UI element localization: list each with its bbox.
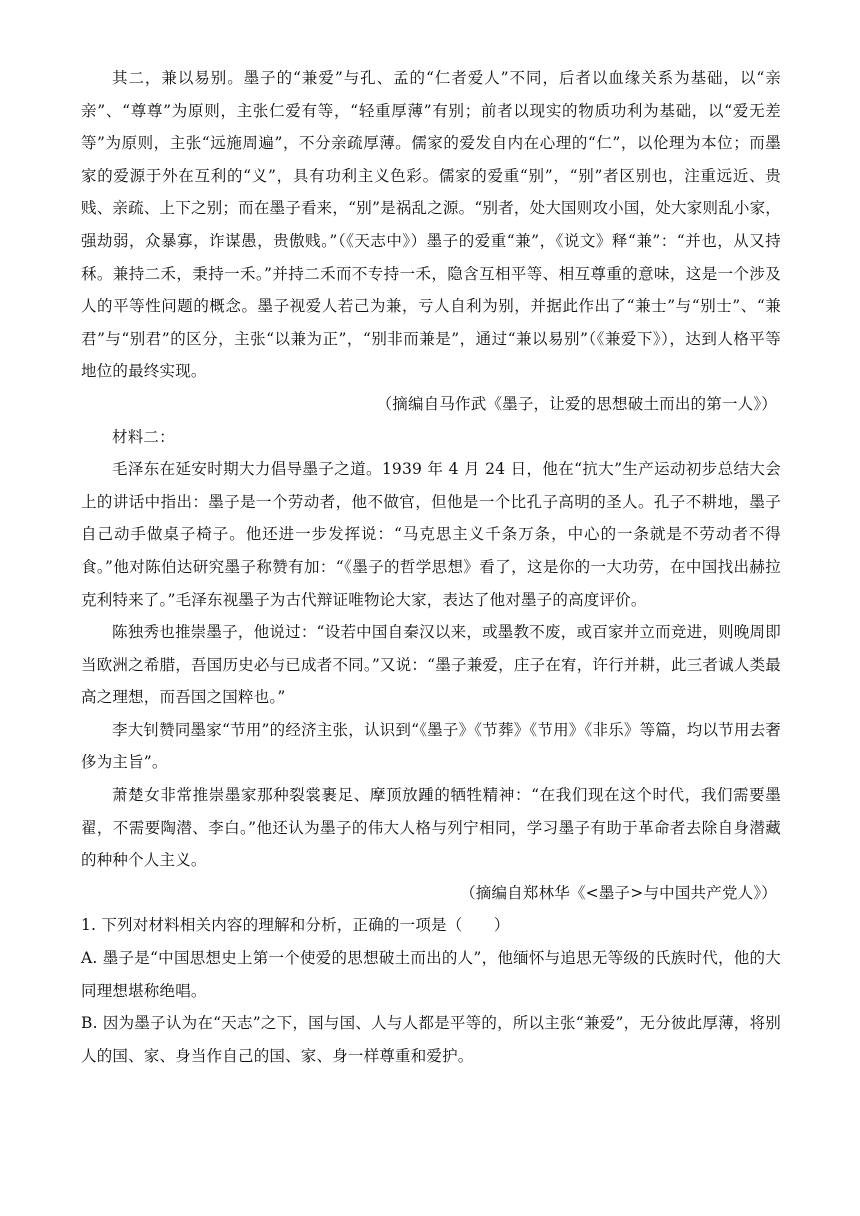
material1-source: （摘编自马作武《墨子，让爱的思想破土而出的第一人》） bbox=[376, 394, 777, 413]
material1-paragraph: 其二，兼以易别。墨子的“兼爱”与孔、孟的“仁者爱人”不同，后者以血缘关系为基础，以“亲亲”、“尊尊”为原则，主张仁爱有等，“轻重厚薄”有别；前者以现实的物质功利为基础，以“爱无差等”为原则，主张“远施周遍”，不分亲疏厚薄。儒家的爱发自内在心理的“仁”，以伦理为本位；而墨家的爱源于外在互利的“义”，具有功利主义色彩。儒家的爱重“别”，“别”者区别也，注重远近、贵贱、亲疏、上下之别；而在墨子看来，“别”是祸乱之源。“别者，处大国则攻小国，处大家则乱小家，强劫弱，众暴寡，诈谋愚，贵傲贱。”（《天志中》）墨子的爱重“兼”，《说文》释“兼”：“并也，从又持秝。兼持二禾，秉持一禾。”并持二禾而不专持一禾，隐含互相平等、相互尊重的意味，这是一个涉及人的平等性问题的概念。墨子视爱人若己为兼，亏人自利为别，并据此作出了“兼士”与“别士”、“兼君”与“别君”的区分，主张“以兼为正”，“别非而兼是”，通过“兼以易别”（《兼爱下》），达到人格平等地位的最终实现。 bbox=[81, 69, 781, 381]
material2-paragraph-3: 李大钊赞同墨家“节用”的经济主张，认识到“《墨子》《节葬》《节用》《非乐》等篇，均以节用去奢侈为主旨”。 bbox=[81, 720, 781, 772]
material2-heading: 材料二： bbox=[112, 427, 175, 446]
question1-option-a: A. 墨子是“中国思想史上第一个使爱的思想破土而出的人”，他缅怀与追思无等级的氏族时代，他的大同理想堪称绝唱。 bbox=[81, 949, 781, 1000]
document-page bbox=[81, 62, 781, 1072]
material2-paragraph-2: 陈独秀也推崇墨子，他说过：“设若中国自秦汉以来，或墨教不废，或百家并立而竞进，则晚周即当欧洲之希腊，吾国历史必与已成者不同。”又说：“墨子兼爱，庄子在宥，许行并耕，此三者诚人类最高之理想，而吾国之国粹也。” bbox=[81, 623, 781, 707]
question1-option-b: B. 因为墨子认为在“天志”之下，国与国、人与人都是平等的，所以主张“兼爱”，无分彼此厚薄，将别人的国、家、身当作自己的国、家、身一样尊重和爱护。 bbox=[81, 1014, 781, 1065]
material2-paragraph-1: 毛泽东在延安时期大力倡导墨子之道。1939 年 4 月 24 日，他在“抗大”生产运动初步总结大会上的讲话中指出：墨子是一个劳动者，他不做官，但他是一个比孔子高明的圣人。孔子不耕地，墨子自己动手做桌子椅子。他还进一步发挥说：“马克思主义千条万条，中心的一条就是不劳动者不得食。”他对陈伯达研究墨子称赞有加：“《墨子的哲学思想》看了，这是你的一大功劳，在中国找出赫拉克利特来了。”毛泽东视墨子为古代辩证唯物论大家，表达了他对墨子的高度评价。 bbox=[81, 460, 781, 609]
material2-paragraph-4: 萧楚女非常推崇墨家那种裂裳裹足、摩顶放踵的牺牲精神：“在我们现在这个时代，我们需要墨翟，不需要陶潜、李白。”他还认为墨子的伟大人格与列宁相同，学习墨子有助于革命者去除自身潜藏的种种个人主义。 bbox=[81, 786, 781, 870]
question1-stem: 1. 下列对材料相关内容的理解和分析，正确的一项是（ ） bbox=[81, 916, 510, 935]
material2-source: （摘编自郑林华《<墨子>与中国共产党人》） bbox=[460, 883, 777, 902]
